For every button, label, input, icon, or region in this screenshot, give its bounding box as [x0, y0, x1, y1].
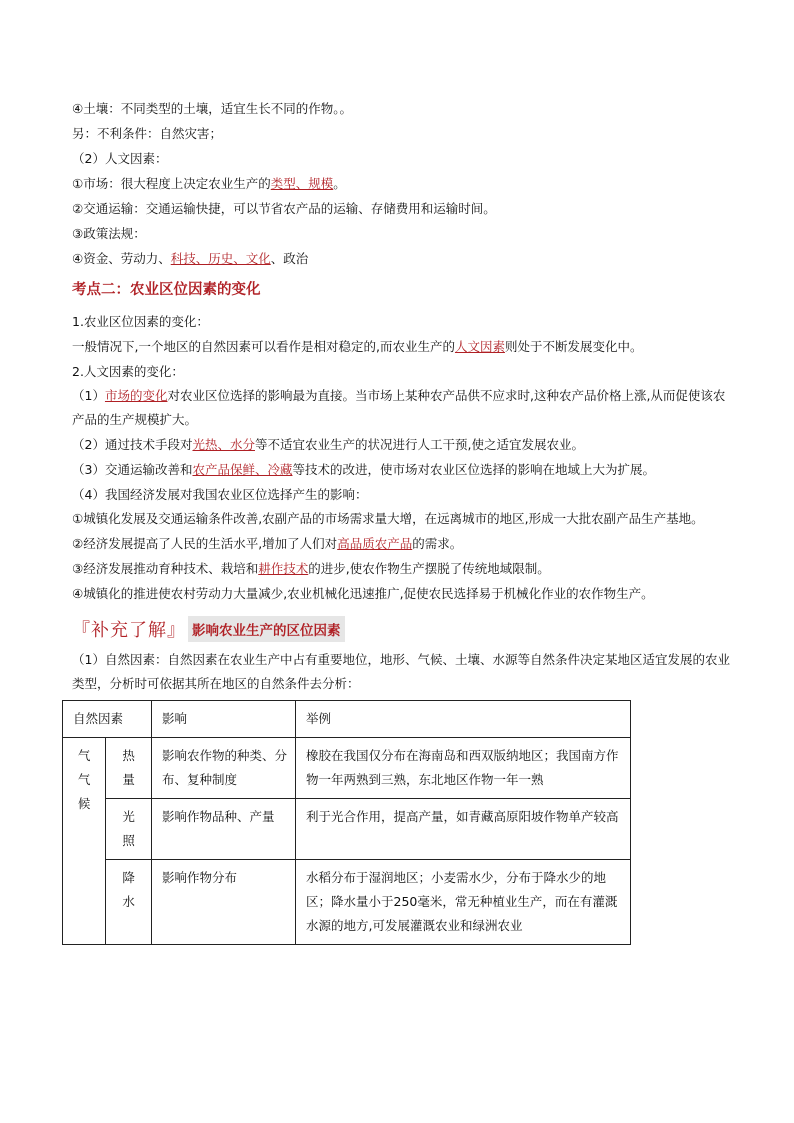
factor-char: 热: [122, 748, 135, 763]
bullet-2: [72, 531, 732, 556]
capital-pre: ④资金、劳动力、: [72, 251, 171, 266]
bullet-4: ④城镇化的推进使农村劳动力大量减少,农业机械化迅速推广,促使农民选择易于机械化作业的农作物生产。: [72, 586, 654, 601]
para-4: （4）我国经济发展对我国农业区位选择产生的影响：: [72, 487, 368, 502]
effect-cell: 影响作物品种、产量: [152, 799, 296, 860]
header-factor: 自然因素: [63, 701, 152, 738]
group-cell: [63, 738, 106, 945]
s2-1-pre: 一般情况下,一个地区的自然因素可以看作是相对稳定的,而农业生产的: [72, 339, 455, 354]
capital-highlight: 科技、历史、文化: [170, 251, 271, 266]
p2-highlight: 光热、水分: [192, 437, 255, 452]
transport-line: ②交通运输：交通运输快捷，可以节省农产品的运输、存储费用和运输时间。: [72, 201, 496, 216]
bullet-3: [72, 556, 732, 581]
example-cell: 水稻分布于湿润地区；小麦需水少，分布于降水少的地区；降水量小于250毫米，常无种植业生产，而在有灌溉水源的地方,可发展灌溉农业和绿洲农业: [296, 860, 631, 945]
b3-post: 的进步,使农作物生产摆脱了传统地域限制。: [308, 561, 550, 576]
b3-highlight: 耕作技术: [258, 561, 309, 576]
b2-highlight: 高品质农产品: [337, 536, 413, 551]
b2-post: 的需求。: [412, 536, 463, 551]
market-pre: ①市场：很大程度上决定农业生产的: [72, 176, 271, 191]
factor-char: 照: [122, 833, 135, 848]
header-effect: 影响: [152, 701, 296, 738]
supplement-subtitle: 影响农业生产的区位因素: [188, 616, 345, 642]
table-row: [63, 738, 631, 799]
p1-post: 对农业区位选择的影响最为直接。当市场上某种农产品供不应求时,这种农产品价格上涨,从而促使该农产品的生产规模扩大。: [72, 388, 726, 427]
effect-cell: 影响农作物的种类、分布、复种制度: [152, 738, 296, 799]
p3-post: 等技术的改进，使市场对农业区位选择的影响在地域上大为扩展。: [292, 462, 655, 477]
factor-cell: [106, 860, 152, 945]
market-line: [72, 171, 732, 196]
supplement-heading: [72, 616, 732, 644]
soil-line: ④土壤：不同类型的土壤，适宜生长不同的作物。。: [72, 101, 352, 116]
capital-line: [72, 246, 732, 271]
s2-1-post: 则处于不断发展变化中。: [504, 339, 643, 354]
factor-char: 降: [122, 870, 135, 885]
s2-1-highlight: 人文因素: [454, 339, 505, 354]
para-1: [72, 384, 732, 432]
table-header-row: [63, 701, 631, 738]
s2-1-text: [72, 334, 732, 359]
factor-char: 光: [122, 809, 135, 824]
factor-cell: [106, 799, 152, 860]
p3-highlight: 农产品保鲜、冷藏: [192, 462, 293, 477]
effect-cell: 影响作物分布: [152, 860, 296, 945]
factor-char: 量: [122, 772, 135, 787]
table-row: [63, 860, 631, 945]
p1-pre: （1）: [72, 388, 105, 403]
group-char-3: 候: [77, 796, 91, 811]
market-post: 。: [333, 176, 346, 191]
s2-1-heading: 1.农业区位因素的变化：: [72, 314, 209, 329]
example-cell: 利于光合作用，提高产量，如青藏高原阳坡作物单产较高: [296, 799, 631, 860]
unfavorable-line: 另：不利条件：自然灾害；: [72, 126, 223, 141]
market-highlight: 类型、规模: [270, 176, 334, 191]
group-char-1: 气: [77, 748, 91, 763]
p2-pre: （2）通过技术手段对: [72, 437, 193, 452]
s2-2-heading: 2.人文因素的变化：: [72, 364, 184, 379]
p1-highlight: 市场的变化: [104, 388, 168, 403]
capital-post: 、政治: [270, 251, 309, 266]
section2-title: 考点二：农业区位因素的变化: [72, 282, 261, 298]
document-body: [72, 96, 732, 945]
header-example: 举例: [296, 701, 631, 738]
example-cell: 橡胶在我国仅分布在海南岛和西双版纳地区；我国南方作物一年两熟到三熟，东北地区作物一年一熟: [296, 738, 631, 799]
p3-pre: （3）交通运输改善和: [72, 462, 193, 477]
policy-line: ③政策法规：: [72, 226, 146, 241]
factor-cell: [106, 738, 152, 799]
b3-pre: ③经济发展推动育种技术、栽培和: [72, 561, 259, 576]
human-factors-heading: （2）人文因素：: [72, 151, 168, 166]
table-row: [63, 799, 631, 860]
natural-factors-table: [62, 700, 631, 945]
bullet-1: ①城镇化发展及交通运输条件改善,农副产品的市场需求量大增，在远离城市的地区,形成一大批农副产品生产基地。: [72, 511, 704, 526]
para-2: [72, 432, 732, 457]
supplement-title: 『补充了解』: [72, 620, 186, 641]
supplement-text: （1）自然因素：自然因素在农业生产中占有重要地位，地形、气候、土壤、水源等自然条件决定某地区适宜发展的农业类型，分析时可依据其所在地区的自然条件去分析：: [72, 652, 730, 691]
p2-post: 等不适宜农业生产的状况进行人工干预,使之适宜发展农业。: [254, 437, 584, 452]
b2-pre: ②经济发展提高了人民的生活水平,增加了人们对: [72, 536, 338, 551]
factor-char: 水: [122, 894, 135, 909]
group-char-2: 气: [77, 772, 91, 787]
para-3: [72, 457, 732, 482]
